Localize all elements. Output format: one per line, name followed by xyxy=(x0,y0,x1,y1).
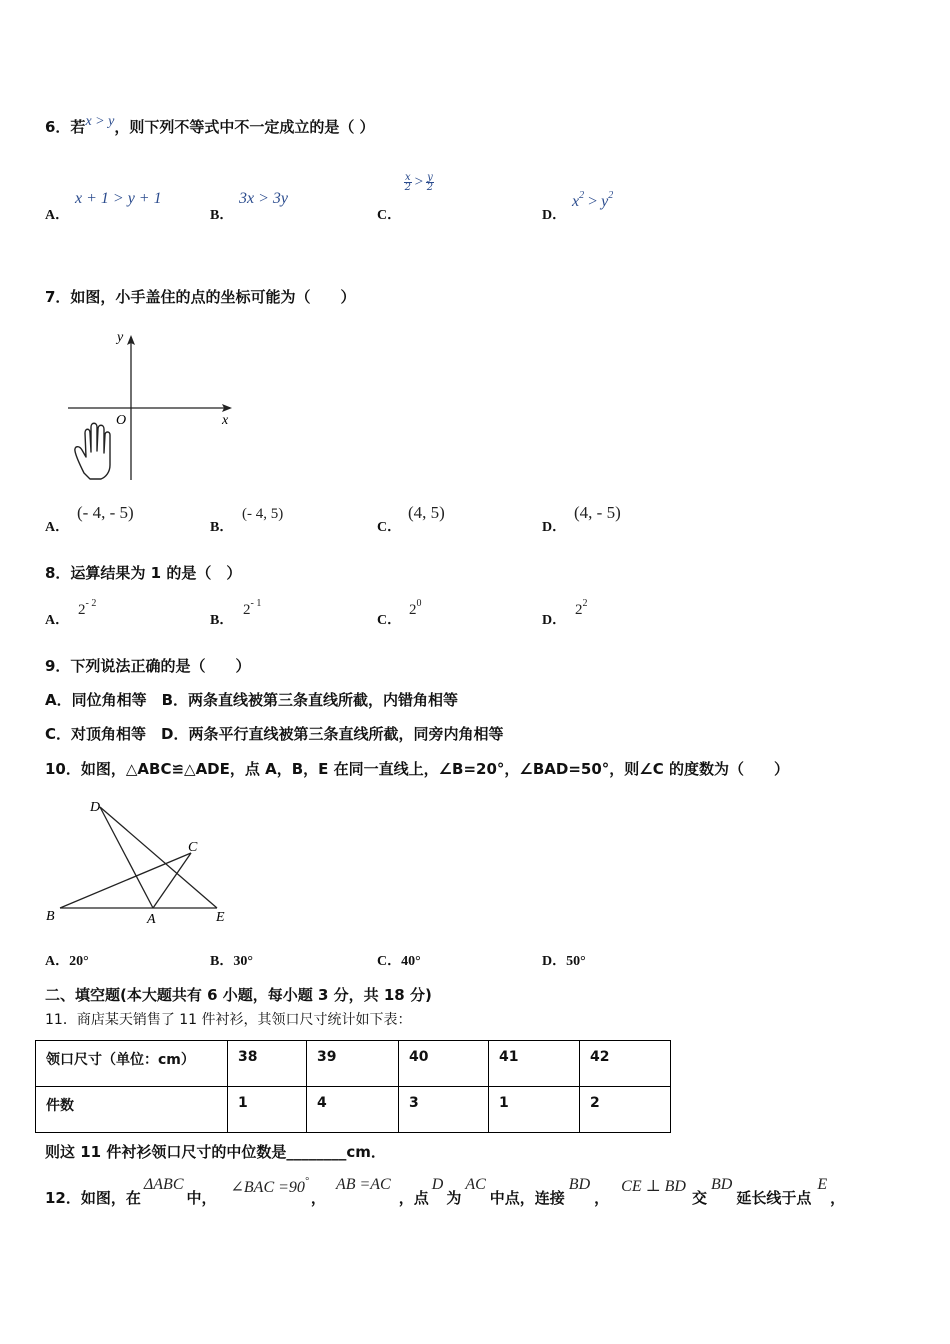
table-cell: 42 xyxy=(580,1041,671,1087)
q8-option-c-expr: $2^0$ xyxy=(409,598,422,618)
q7-option-d-expr: (4, - 5) xyxy=(574,503,621,522)
q8-option-b-expr: $2^{- 1}$ xyxy=(243,598,262,618)
q12-perpendicular: CE ⊥ BD xyxy=(621,1178,686,1195)
point-label-B: B xyxy=(46,909,55,924)
q12-point-d: D xyxy=(431,1176,444,1193)
q6-option-d-letter: D． xyxy=(542,208,567,223)
q6-option-c-expr: $\frac{x}{2}$ > $\frac{y}{2}$ xyxy=(404,172,434,193)
table-cell: 领口尺寸（单位：cm） xyxy=(36,1041,228,1087)
fraction-x-over-2: $\frac{x}{2}$ xyxy=(404,172,411,193)
q6-option-a-letter: A． xyxy=(45,208,70,223)
hand-icon xyxy=(75,423,110,479)
q12-stem: 12．如图，在 ΔABC 中， ∠BAC =90° ， AB =AC ，点 D 为 AC 中点，连接 BD ， CE ⊥ BD 交 BD 延长线于点 E ， xyxy=(45,1176,846,1207)
table-row xyxy=(36,1087,671,1133)
origin-label: O xyxy=(116,413,127,428)
q10-option-d: D．50° xyxy=(542,954,586,969)
point-label-A: A xyxy=(147,912,156,927)
q7-option-d-letter: D． xyxy=(542,520,567,535)
q12-point-e: E xyxy=(817,1176,828,1193)
section2-title: 二、填空题(本大题共有 6 小题，每小题 3 分，共 18 分) xyxy=(45,986,432,1004)
q7-option-a-expr: (- 4, - 5) xyxy=(77,503,134,522)
table-cell: 件数 xyxy=(36,1087,228,1133)
point-label-E: E xyxy=(216,910,225,925)
q8-option-a-expr: $2^{- 2}$ xyxy=(78,598,97,618)
q8-option-c-letter: C． xyxy=(377,613,402,628)
q7-option-b-letter: B． xyxy=(210,520,234,535)
q8-option-d-letter: D． xyxy=(542,613,567,628)
q6-option-b-expr: 3x > 3y xyxy=(239,190,288,207)
q6-option-b-letter: B． xyxy=(210,208,234,223)
q10-stem: 10．如图，△ABC≌△ADE，点 A，B，E 在同一直线上，∠B=20°，∠BAD=50°，则∠C 的度数为（ ） xyxy=(45,760,789,778)
y-axis-label: y xyxy=(117,330,124,345)
q10-option-c: C．40° xyxy=(377,954,421,969)
q7-stem: 7．如图，小手盖住的点的坐标可能为（ ） xyxy=(45,288,356,306)
line-DA xyxy=(100,807,153,908)
table-cell: 3 xyxy=(399,1087,489,1133)
table-cell: 4 xyxy=(307,1087,399,1133)
q12-equality: AB =AC xyxy=(335,1176,391,1193)
q6-option-c-letter: C． xyxy=(377,208,402,223)
fraction-y-over-2: $\frac{y}{2}$ xyxy=(426,172,434,193)
table-cell: 40 xyxy=(399,1041,489,1087)
q7-option-a-letter: A． xyxy=(45,520,70,535)
collar-size-table xyxy=(35,1040,671,1133)
q12-segment-ac: AC xyxy=(465,1176,486,1193)
q10-triangle-figure xyxy=(40,795,240,930)
q12-segment-bd: BD xyxy=(568,1176,591,1193)
q12-angle: ∠BAC =90° xyxy=(230,1176,309,1196)
table-cell: 2 xyxy=(580,1087,671,1133)
table-cell: 1 xyxy=(489,1087,580,1133)
q7-option-b-expr: (- 4, 5) xyxy=(242,506,284,522)
q8-option-a-letter: A． xyxy=(45,613,70,628)
point-label-D: D xyxy=(90,800,101,815)
q7-option-c-letter: C． xyxy=(377,520,402,535)
q6-condition: x > y xyxy=(85,114,115,129)
table-cell: 39 xyxy=(307,1041,399,1087)
q11-stem: 11．商店某天销售了 11 件衬衫，其领口尺寸统计如下表： xyxy=(45,1012,412,1028)
x-axis-label: x xyxy=(222,413,229,428)
q6-stem: 6．若x > y，则下列不等式中不一定成立的是（ ） xyxy=(45,114,375,136)
q6-option-d-expr: $x^2 > y^2$ xyxy=(572,190,614,210)
q6-option-a-expr: x + 1 > y + 1 xyxy=(75,190,162,207)
point-label-C: C xyxy=(188,840,198,855)
q12-triangle: ΔABC xyxy=(143,1176,184,1193)
table-cell: 41 xyxy=(489,1041,580,1087)
table-row xyxy=(36,1041,671,1087)
q7-coordinate-figure xyxy=(60,325,240,485)
q11-question: 则这 11 件衬衫领口尺寸的中位数是________cm． xyxy=(45,1143,386,1161)
q10-option-b: B．30° xyxy=(210,954,253,969)
q9-options-line1: A．同位角相等 B．两条直线被第三条直线所截，内错角相等 xyxy=(45,691,459,709)
q7-option-c-expr: (4, 5) xyxy=(408,503,445,522)
q8-stem: 8．运算结果为 1 的是（ ） xyxy=(45,564,242,582)
table-cell: 1 xyxy=(228,1087,307,1133)
q9-options-line2: C．对顶角相等 D．两条平行直线被第三条直线所截，同旁内角相等 xyxy=(45,725,504,743)
q9-stem: 9．下列说法正确的是（ ） xyxy=(45,657,251,675)
q12-segment-bd-2: BD xyxy=(710,1176,733,1193)
q10-option-a: A．20° xyxy=(45,954,89,969)
q8-option-d-expr: $2^2$ xyxy=(575,598,588,618)
line-DE xyxy=(100,807,217,908)
table-cell: 38 xyxy=(228,1041,307,1087)
q8-option-b-letter: B． xyxy=(210,613,234,628)
